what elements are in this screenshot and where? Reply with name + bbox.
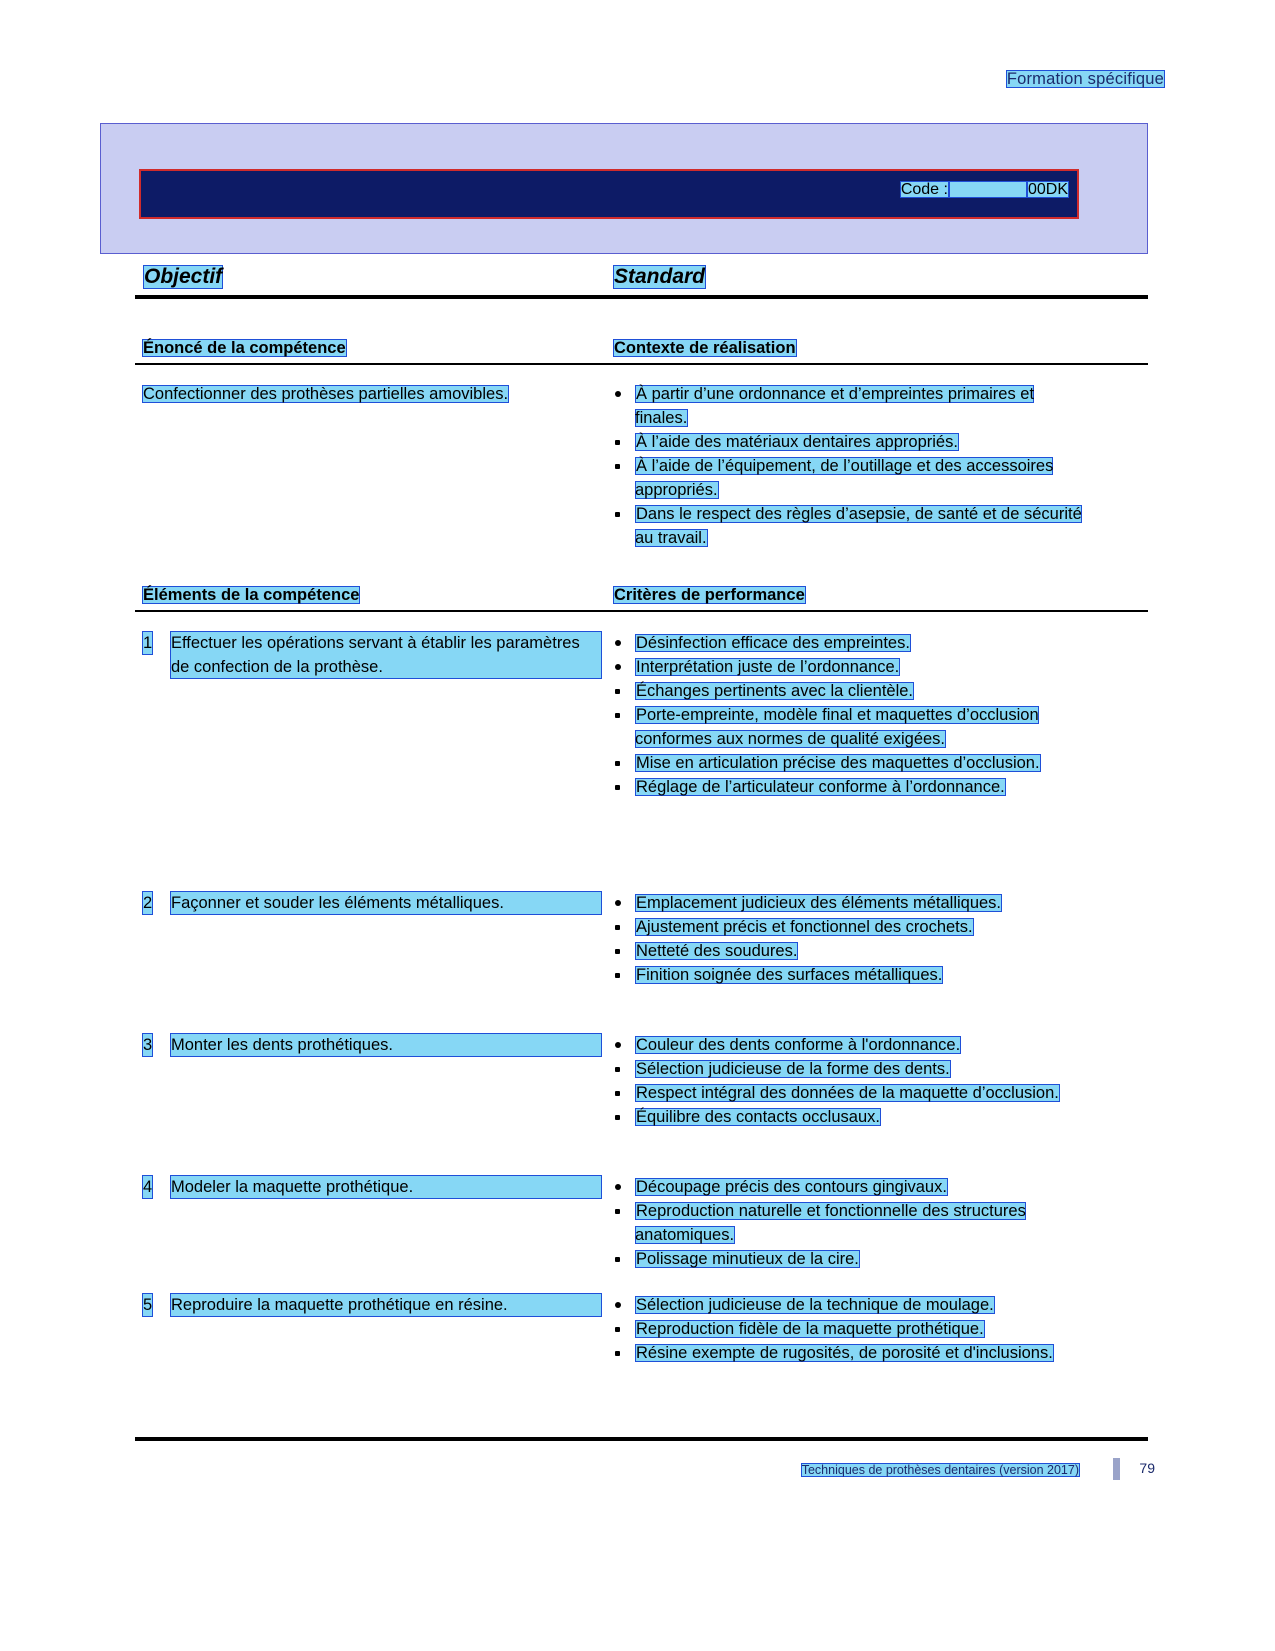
footer-label: Techniques de prothèses dentaires (version 2017) [801, 1463, 1079, 1477]
bullet-dot-icon [615, 713, 620, 718]
bullet-dot-icon [615, 1067, 620, 1072]
footer-separator [1113, 1458, 1120, 1480]
bullet-dot-icon [615, 1327, 620, 1332]
table-row [142, 1175, 602, 1199]
element-number: 4 [142, 1175, 153, 1199]
table-row [142, 631, 602, 679]
bullet-dot-icon [615, 1091, 620, 1096]
list-item: Polissage minutieux de la cire. [613, 1247, 1083, 1271]
element-number: 3 [142, 1033, 153, 1057]
element-text: Monter les dents prothétiques. [170, 1033, 602, 1057]
list-item: Sélection judicieuse de la forme des dents. [613, 1057, 1083, 1081]
footer-rule [135, 1437, 1148, 1441]
title-box [100, 123, 1148, 254]
bullet-dot-icon [615, 973, 620, 978]
code-blank-strip [949, 181, 1027, 198]
element-text: Reproduire la maquette prothétique en résine. [170, 1293, 602, 1317]
list-item: Netteté des soudures. [613, 939, 1083, 963]
bullet-dot-icon [615, 1209, 620, 1214]
table-row [142, 1293, 602, 1317]
bullet-dot-icon [615, 440, 620, 445]
heading-criteres [613, 586, 806, 605]
list-item: Équilibre des contacts occlusaux. [613, 1105, 1083, 1129]
bullet-dot-icon [615, 664, 621, 670]
list-item: Réglage de l’articulateur conforme à l’ordonnance. [613, 775, 1083, 799]
table-row [142, 1033, 602, 1057]
heading-contexte-text: Contexte de réalisation [614, 339, 796, 357]
criteria-bullets [613, 1175, 1083, 1271]
contexte-list [613, 382, 1083, 550]
code-value: 00DK [1027, 181, 1068, 198]
code-label: Code : [900, 181, 948, 198]
bullet-dot-icon [615, 785, 620, 790]
rule-under-section2-headings [135, 610, 1148, 612]
heading-criteres-text: Critères de performance [614, 586, 805, 604]
criteria-bullets [613, 891, 1083, 987]
list-item: Emplacement judicieux des éléments métalliques. [613, 891, 1083, 915]
bullet-dot-icon [615, 949, 620, 954]
bullet-dot-icon [615, 761, 620, 766]
table-row [142, 891, 602, 915]
bullet-dot-icon [615, 1351, 620, 1356]
list-item: Porte-empreinte, modèle final et maquettes d’occlusion conformes aux normes de qualité exigées. [613, 703, 1083, 751]
element-number: 1 [142, 631, 153, 655]
heading-enonce [142, 339, 347, 358]
list-item: Désinfection efficace des empreintes. [613, 631, 1083, 655]
list-item: Respect intégral des données de la maquette d’occlusion. [613, 1081, 1083, 1105]
criteria-list [613, 1175, 1083, 1271]
title-inner-box [139, 169, 1079, 219]
competence-statement [142, 382, 597, 406]
list-item: À partir d’une ordonnance et d’empreintes primaires et finales. [613, 382, 1083, 430]
bullet-dot-icon [615, 689, 620, 694]
rule-under-section1-headings [135, 363, 1148, 365]
heading-enonce-text: Énoncé de la compétence [143, 339, 346, 357]
running-header-text: Formation spécifique [1006, 70, 1164, 88]
criteria-bullets [613, 1033, 1083, 1129]
element-text: Effectuer les opérations servant à établir les paramètres de confection de la prothèse. [170, 631, 602, 679]
bullet-dot-icon [615, 640, 621, 646]
element-number: 5 [142, 1293, 153, 1317]
list-item: Dans le respect des règles d’asepsie, de santé et de sécurité au travail. [613, 502, 1083, 550]
list-item: Ajustement précis et fonctionnel des crochets. [613, 915, 1083, 939]
list-item: À l’aide des matériaux dentaires appropriés. [613, 430, 1083, 454]
code-field [900, 181, 1069, 199]
list-item: Interprétation juste de l’ordonnance. [613, 655, 1083, 679]
list-item: Couleur des dents conforme à l'ordonnance. [613, 1033, 1083, 1057]
footer-text [801, 1463, 1080, 1477]
list-item: Sélection judicieuse de la technique de moulage. [613, 1293, 1083, 1317]
bullet-dot-icon [615, 512, 620, 517]
rule-under-objectif [135, 295, 1148, 299]
criteria-list [613, 631, 1083, 799]
list-item: Résine exempte de rugosités, de porosité et d'inclusions. [613, 1341, 1083, 1365]
bullet-dot-icon [615, 1302, 621, 1308]
list-item: Reproduction fidèle de la maquette prothétique. [613, 1317, 1083, 1341]
criteria-bullets [613, 1293, 1083, 1365]
criteria-list [613, 1293, 1083, 1365]
list-item: Reproduction naturelle et fonctionnelle des structures anatomiques. [613, 1199, 1083, 1247]
list-item: Découpage précis des contours gingivaux. [613, 1175, 1083, 1199]
element-text: Modeler la maquette prothétique. [170, 1175, 602, 1199]
page-number: 79 [1139, 1460, 1155, 1476]
heading-standard: Standard [614, 265, 706, 288]
list-item: Échanges pertinents avec la clientèle. [613, 679, 1083, 703]
competence-text: Confectionner des prothèses partielles amovibles. [143, 385, 509, 403]
criteria-bullets [613, 631, 1083, 799]
heading-elements [142, 586, 360, 605]
bullet-dot-icon [615, 391, 621, 397]
heading-elements-text: Éléments de la compétence [143, 586, 360, 604]
bullet-dot-icon [615, 1184, 621, 1190]
heading-contexte [613, 339, 797, 358]
criteria-list [613, 1033, 1083, 1129]
list-item: Mise en articulation précise des maquettes d’occlusion. [613, 751, 1083, 775]
bullet-dot-icon [615, 1042, 621, 1048]
bullet-dot-icon [615, 900, 621, 906]
list-item: À l’aide de l’équipement, de l’outillage et des accessoires appropriés. [613, 454, 1083, 502]
bullet-dot-icon [615, 1115, 620, 1120]
list-item: Finition soignée des surfaces métalliques. [613, 963, 1083, 987]
bullet-dot-icon [615, 925, 620, 930]
element-number: 2 [142, 891, 153, 915]
contexte-bullets [613, 382, 1083, 550]
criteria-list [613, 891, 1083, 987]
bullet-dot-icon [615, 1257, 620, 1262]
heading-objectif: Objectif [144, 265, 223, 288]
running-header [1006, 70, 1165, 89]
element-text: Façonner et souder les éléments métalliques. [170, 891, 602, 915]
bullet-dot-icon [615, 464, 620, 469]
